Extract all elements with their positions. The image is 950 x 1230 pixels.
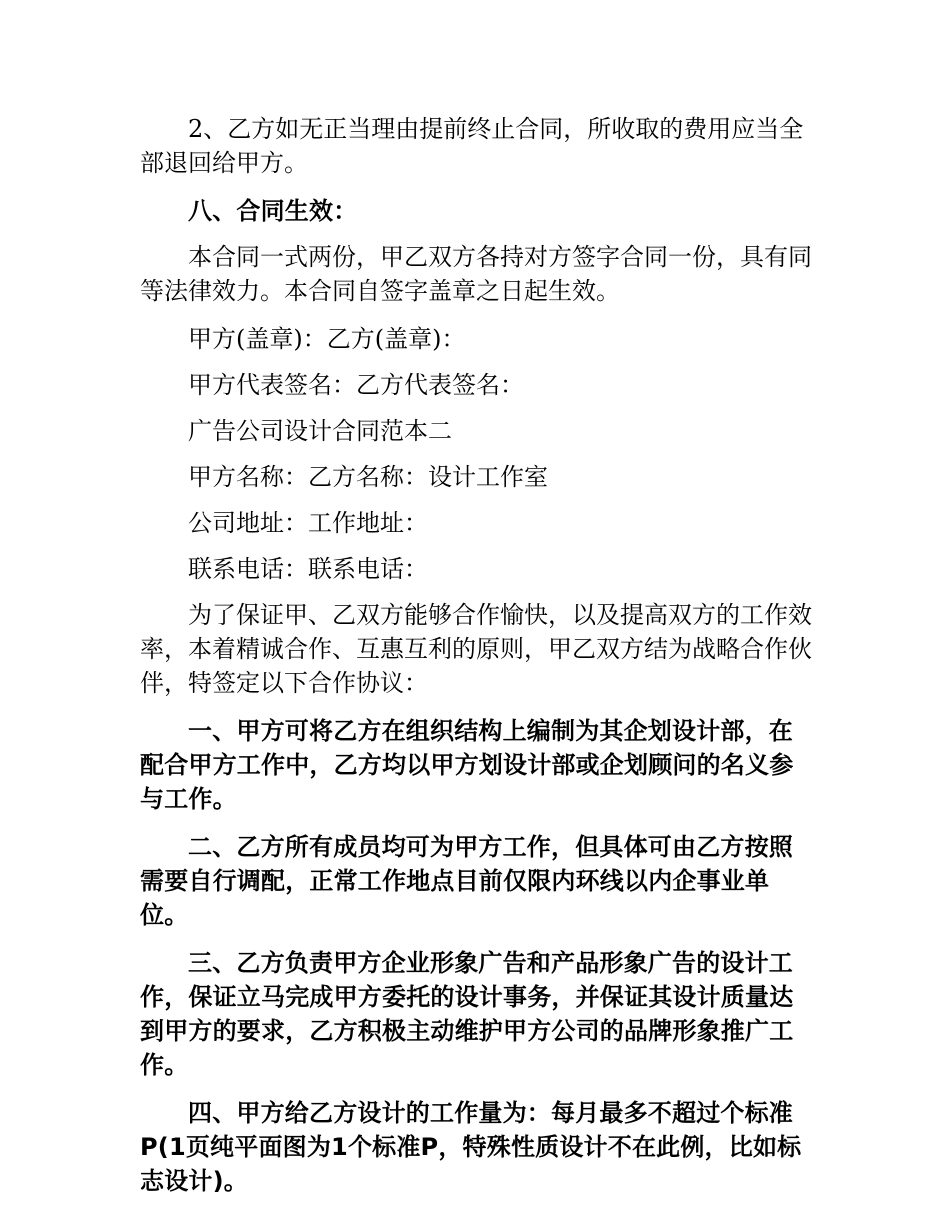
paragraph-signature-line: 甲方代表签名：乙方代表签名： <box>188 371 524 399</box>
clause-1: 一、甲方可将乙方在组织结构上编制为其企划设计部，在配合甲方工作中，乙方均以甲方划设计部或企划顾问的名义参与工作。 <box>140 717 794 813</box>
clause-4: 四、甲方给乙方设计的工作量为：每月最多不超过个标准P(1页纯平面图为1个标准P，特殊性质设计不在此例，比如标志设计)。 <box>140 1099 802 1195</box>
clause-2: 二、乙方所有成员均可为甲方工作，但具体可由乙方按照需要自行调配，正常工作地点目前仅限内环线以内企事业单位。 <box>140 833 793 929</box>
paragraph-copies-effect: 本合同一式两份，甲乙双方各持对方签字合同一份，具有同等法律效力。本合同自签字盖章之日起生效。 <box>140 243 812 305</box>
section-heading-contract-effect: 八、合同生效： <box>188 197 358 225</box>
paragraph-phones: 联系电话：联系电话： <box>188 555 428 583</box>
paragraph-party-names: 甲方名称：乙方名称：设计工作室 <box>188 463 548 491</box>
document-subtitle: 广告公司设计合同范本二 <box>188 417 452 445</box>
document-body <box>140 112 812 1212</box>
clause-3: 三、乙方负责甲方企业形象广告和产品形象广告的设计工作，保证立马完成甲方委托的设计事务，并保证其设计质量达到甲方的要求，乙方积极主动维护甲方公司的品牌形象推广工作。 <box>140 949 794 1079</box>
paragraph-termination-refund: 2、乙方如无正当理由提前终止合同，所收取的费用应当全部退回给甲方。 <box>140 115 804 177</box>
paragraph-addresses: 公司地址：工作地址： <box>188 509 428 537</box>
paragraph-preamble: 为了保证甲、乙双方能够合作愉快，以及提高双方的工作效率，本着精诚合作、互惠互利的原则，甲乙双方结为战略合作伙伴，特签定以下合作协议： <box>140 601 812 697</box>
paragraph-seal-line: 甲方(盖章)：乙方(盖章)： <box>188 325 466 353</box>
